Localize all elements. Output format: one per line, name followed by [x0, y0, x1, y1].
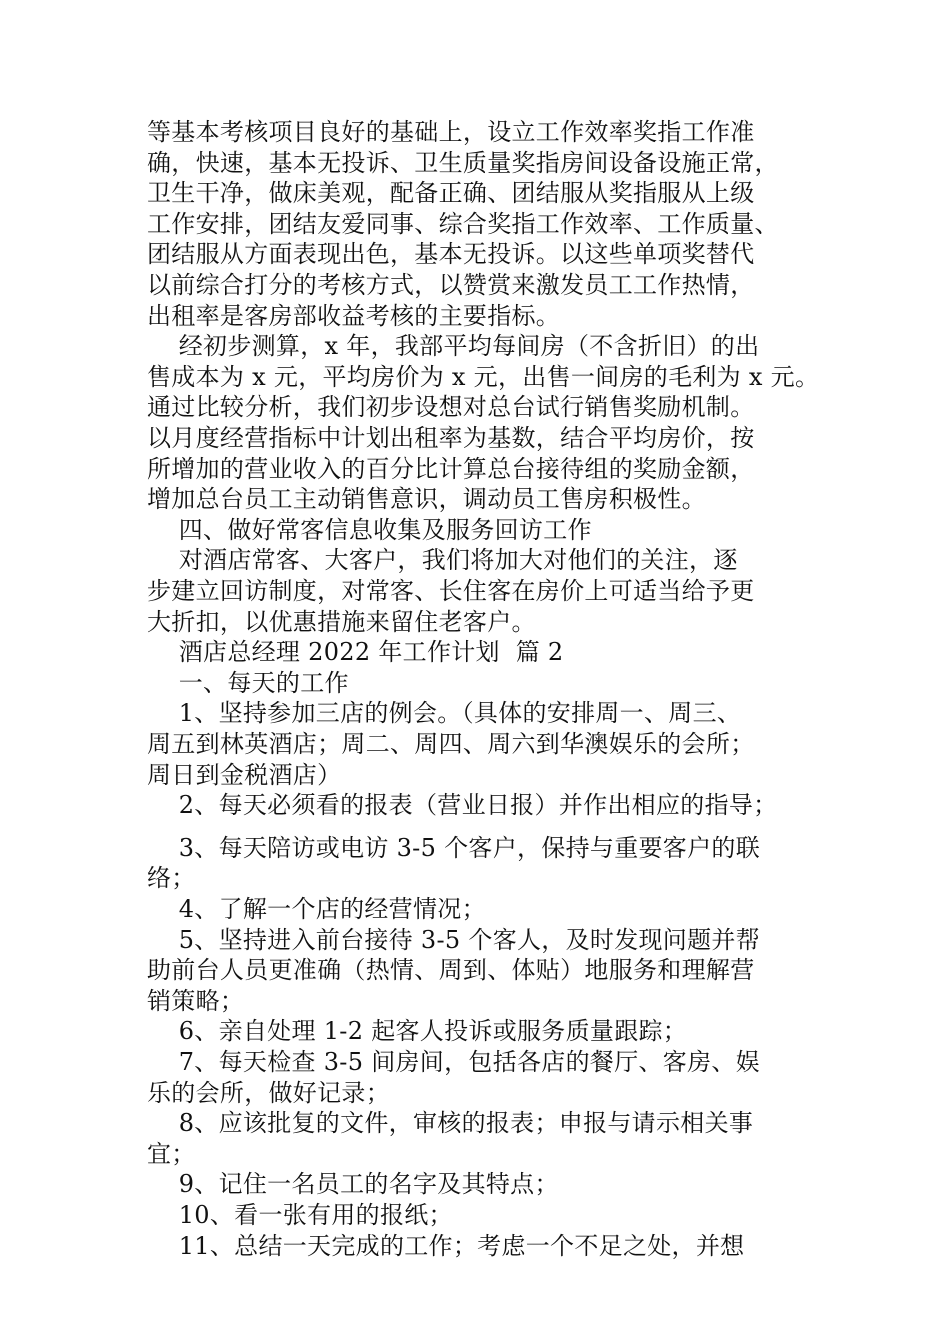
text-line: 工作安排，团结友爱同事、综合奖指工作效率、工作质量、: [147, 210, 779, 238]
text-line: 售成本为 x 元，平均房价为 x 元，出售一间房的毛利为 x 元。: [147, 363, 820, 391]
text-line: 团结服从方面表现出色，基本无投诉。以这些单项奖替代: [147, 240, 755, 268]
list-item: 7、每天检查 3-5 间房间，包括各店的餐厅、客房、娱: [147, 1048, 760, 1076]
text-line: 周五到林英酒店；周二、周四、周六到华澳娱乐的会所；: [147, 730, 755, 758]
list-item: 5、坚持进入前台接待 3-5 个客人，及时发现问题并帮: [147, 926, 760, 954]
text-line: 宜；: [147, 1140, 196, 1168]
text-line: 出租率是客房部收益考核的主要指标。: [147, 302, 561, 330]
list-item: 9、记住一名员工的名字及其特点；: [147, 1170, 559, 1198]
text-line: 以前综合打分的考核方式，以赞赏来激发员工工作热情，: [147, 271, 755, 299]
section-heading: 一、每天的工作: [147, 669, 349, 697]
text-line: 确，快速，基本无投诉、卫生质量奖指房间设备设施正常，: [147, 149, 779, 177]
list-item: 4、了解一个店的经营情况；: [147, 895, 486, 923]
text-line: 所增加的营业收入的百分比计算总台接待组的奖励金额，: [147, 455, 755, 483]
text-line: 等基本考核项目良好的基础上，设立工作效率奖指工作准: [147, 118, 755, 146]
list-item: 11、总结一天完成的工作；考虑一个不足之处，并想: [147, 1232, 745, 1260]
text-line: 销策略；: [147, 987, 245, 1015]
document-title: 酒店总经理 2022 年工作计划 篇 2: [147, 638, 564, 666]
list-item: 3、每天陪访或电访 3-5 个客户，保持与重要客户的联: [147, 834, 760, 862]
text-line: 乐的会所，做好记录；: [147, 1079, 390, 1107]
text-line: 增加总台员工主动销售意识，调动员工售房积极性。: [147, 485, 706, 513]
text-line: 以月度经营指标中计划出租率为基数，结合平均房价，按: [147, 424, 755, 452]
text-line: 通过比较分析，我们初步设想对总台试行销售奖励机制。: [147, 393, 755, 421]
text-line: 周日到金税酒店）: [147, 761, 342, 789]
text-line: 经初步测算，x 年，我部平均每间房（不含折旧）的出: [147, 332, 760, 360]
list-item: 1、坚持参加三店的例会。（具体的安排周一、周三、: [147, 699, 742, 727]
text-line: 卫生干净，做床美观，配备正确、团结服从奖指服从上级: [147, 179, 755, 207]
text-line: 步建立回访制度，对常客、长住客在房价上可适当给予更: [147, 577, 755, 605]
text-line: 络；: [147, 864, 196, 892]
list-item: 2、每天必须看的报表（营业日报）并作出相应的指导；: [147, 791, 778, 819]
list-item: 6、亲自处理 1-2 起客人投诉或服务质量跟踪；: [147, 1017, 688, 1045]
text-line: 对酒店常客、大客户，我们将加大对他们的关注，逐: [147, 546, 738, 574]
list-item: 10、看一张有用的报纸；: [147, 1201, 453, 1229]
text-line: 大折扣，以优惠措施来留住老客户。: [147, 608, 536, 636]
list-item: 8、应该批复的文件，审核的报表；申报与请示相关事: [147, 1109, 754, 1137]
section-heading: 四、做好常客信息收集及服务回访工作: [147, 516, 592, 544]
text-line: 助前台人员更准确（热情、周到、体贴）地服务和理解营: [147, 956, 755, 984]
